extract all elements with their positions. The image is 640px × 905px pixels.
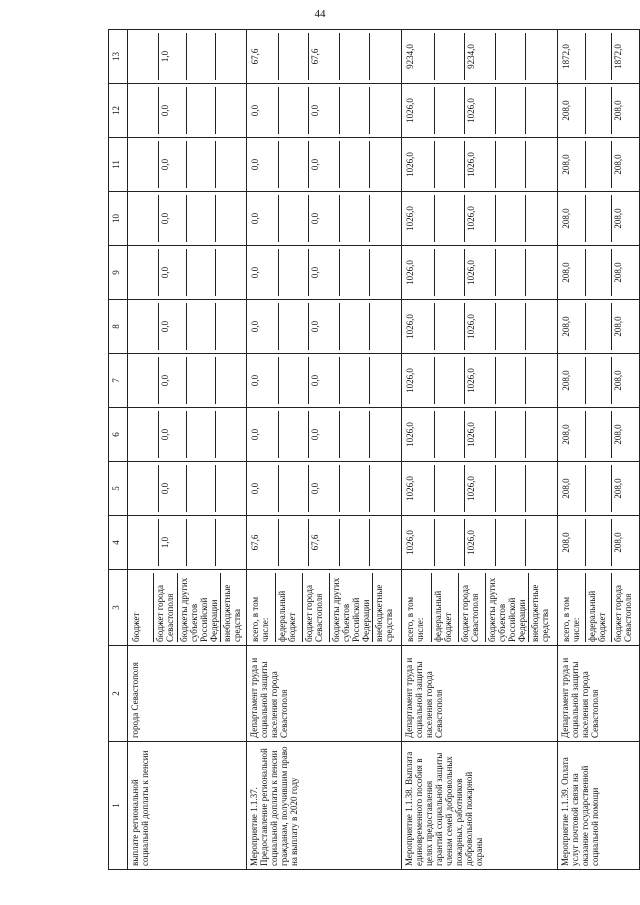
funding-source-line: всего, в том числе: xyxy=(404,573,431,642)
amount-value: 208,0 xyxy=(560,411,586,458)
header-cell: 1 xyxy=(109,742,128,870)
amount-cell xyxy=(402,30,558,84)
amount-cell xyxy=(246,192,402,246)
amount-value: 0,0 xyxy=(309,249,339,296)
amount-value xyxy=(130,195,159,242)
amount-value xyxy=(526,303,555,350)
amount-value xyxy=(496,141,526,188)
activity-name-cell: Мероприятие 1.1.37. Предоставление региональной социальной доплаты к пенсии гражданам, получившим право на выплату в 2020 году xyxy=(246,742,402,870)
amount-value xyxy=(586,357,612,404)
amount-cell xyxy=(246,246,402,300)
amount-value xyxy=(586,303,612,350)
table-rotation-wrapper xyxy=(108,30,640,870)
amount-value: 1026,0 xyxy=(404,465,434,512)
amount-value xyxy=(279,195,309,242)
amount-value: 0,0 xyxy=(309,87,339,134)
amount-cell xyxy=(558,516,640,570)
amount-value xyxy=(340,33,370,80)
amount-value: 208,0 xyxy=(560,249,586,296)
amount-value: 0,0 xyxy=(159,357,188,404)
amount-value xyxy=(586,249,612,296)
amount-cell xyxy=(558,354,640,408)
amount-value: 0,0 xyxy=(159,141,188,188)
amount-value xyxy=(187,141,216,188)
amount-value xyxy=(496,411,526,458)
amount-value xyxy=(216,33,244,80)
amount-value: 0,0 xyxy=(159,195,188,242)
amount-value xyxy=(370,33,399,80)
executor-cell: города Севастополя xyxy=(128,646,247,742)
amount-value: 0,0 xyxy=(159,411,188,458)
funding-source-line: федеральный бюджет xyxy=(586,573,612,642)
amount-value xyxy=(435,411,465,458)
amount-cell xyxy=(558,408,640,462)
header-cell: 3 xyxy=(109,570,128,646)
amount-value: 208,0 xyxy=(560,303,586,350)
funding-source-line: всего, в том числе: xyxy=(249,573,276,642)
amount-value xyxy=(216,357,244,404)
amount-value xyxy=(370,87,399,134)
funding-source-cell xyxy=(558,570,640,646)
amount-value: 1872,0 xyxy=(613,44,624,69)
amount-value xyxy=(187,249,216,296)
page-number: 44 xyxy=(314,8,326,20)
amount-value xyxy=(340,303,370,350)
amount-cell xyxy=(246,300,402,354)
table-row xyxy=(402,30,558,870)
amount-value xyxy=(435,465,465,512)
amount-value xyxy=(279,33,309,80)
amount-value xyxy=(496,249,526,296)
amount-value: 208,0 xyxy=(613,100,624,121)
funding-source-cell xyxy=(402,570,558,646)
amount-value xyxy=(279,141,309,188)
header-cell: 8 xyxy=(109,300,128,354)
amount-value xyxy=(496,195,526,242)
amount-cell xyxy=(128,300,247,354)
amount-value xyxy=(526,87,555,134)
amount-cell xyxy=(402,138,558,192)
funding-source-cell xyxy=(128,570,247,646)
amount-value: 67,6 xyxy=(309,33,339,80)
amount-cell xyxy=(558,30,640,84)
amount-value xyxy=(526,519,555,566)
rotated-table-container xyxy=(108,30,640,870)
funding-source-line: внебюджетные средства xyxy=(530,584,551,642)
amount-value xyxy=(340,519,370,566)
amount-value: 0,0 xyxy=(309,357,339,404)
amount-value xyxy=(216,519,244,566)
amount-value: 1026,0 xyxy=(404,195,434,242)
amount-value xyxy=(526,141,555,188)
header-cell: 12 xyxy=(109,84,128,138)
funding-source-line: федеральный бюджет xyxy=(276,573,303,642)
amount-value xyxy=(435,141,465,188)
amount-value: 1026,0 xyxy=(465,249,495,296)
funding-source-line: внебюджетные средства xyxy=(221,584,242,642)
amount-value xyxy=(130,519,159,566)
amount-cell xyxy=(558,246,640,300)
amount-value xyxy=(340,465,370,512)
amount-value xyxy=(187,87,216,134)
amount-value: 1872,0 xyxy=(560,33,586,80)
amount-value: 1,0 xyxy=(159,33,188,80)
amount-value: 208,0 xyxy=(560,465,586,512)
amount-value xyxy=(526,411,555,458)
amount-value xyxy=(187,195,216,242)
amount-value: 0,0 xyxy=(249,357,279,404)
activity-name-cell: выплате региональной социальной доплаты к пенсии xyxy=(128,742,247,870)
amount-cell xyxy=(558,192,640,246)
amount-value: 0,0 xyxy=(249,465,279,512)
header-cell: 6 xyxy=(109,408,128,462)
amount-value: 67,6 xyxy=(249,519,279,566)
amount-value xyxy=(216,465,244,512)
funding-source-line: внебюджетные средства xyxy=(374,584,395,642)
amount-value xyxy=(526,195,555,242)
amount-value: 0,0 xyxy=(249,411,279,458)
amount-value xyxy=(435,357,465,404)
amount-value xyxy=(216,303,244,350)
amount-value: 1026,0 xyxy=(404,519,434,566)
funding-source-line: бюджет xyxy=(130,573,154,642)
amount-value xyxy=(370,411,399,458)
amount-value xyxy=(130,249,159,296)
amount-value: 1026,0 xyxy=(465,141,495,188)
amount-value: 0,0 xyxy=(249,87,279,134)
amount-value: 0,0 xyxy=(159,465,188,512)
amount-value xyxy=(496,465,526,512)
amount-value: 1026,0 xyxy=(465,87,495,134)
amount-value: 1026,0 xyxy=(465,357,495,404)
amount-cell xyxy=(128,84,247,138)
amount-value: 0,0 xyxy=(159,303,188,350)
amount-value xyxy=(435,303,465,350)
amount-value xyxy=(370,465,399,512)
amount-value xyxy=(340,87,370,134)
amount-value xyxy=(435,519,465,566)
amount-value: 1026,0 xyxy=(404,87,434,134)
amount-cell xyxy=(128,516,247,570)
amount-value xyxy=(370,519,399,566)
amount-value: 1026,0 xyxy=(465,519,495,566)
amount-cell xyxy=(128,408,247,462)
amount-value: 208,0 xyxy=(560,357,586,404)
amount-value xyxy=(496,357,526,404)
amount-cell xyxy=(558,462,640,516)
amount-value xyxy=(340,249,370,296)
amount-value: 1026,0 xyxy=(404,249,434,296)
amount-value xyxy=(279,87,309,134)
funding-source-cell xyxy=(246,570,402,646)
header-cell: 4 xyxy=(109,516,128,570)
amount-value xyxy=(279,411,309,458)
amount-value xyxy=(216,195,244,242)
amount-cell xyxy=(128,354,247,408)
amount-value: 1026,0 xyxy=(404,357,434,404)
amount-cell xyxy=(246,354,402,408)
amount-value xyxy=(216,411,244,458)
amount-value xyxy=(526,465,555,512)
amount-value: 0,0 xyxy=(309,465,339,512)
amount-value: 208,0 xyxy=(560,519,586,566)
amount-value xyxy=(435,33,465,80)
amount-cell xyxy=(402,408,558,462)
amount-value xyxy=(130,87,159,134)
amount-cell xyxy=(558,138,640,192)
table-row xyxy=(128,30,247,870)
table-header-row xyxy=(109,30,128,870)
amount-value: 0,0 xyxy=(249,141,279,188)
amount-value xyxy=(586,33,612,80)
amount-value xyxy=(586,519,612,566)
amount-value: 67,6 xyxy=(249,33,279,80)
amount-value xyxy=(340,411,370,458)
header-cell: 2 xyxy=(109,646,128,742)
amount-cell xyxy=(402,462,558,516)
amount-value: 1026,0 xyxy=(404,411,434,458)
header-cell: 10 xyxy=(109,192,128,246)
amount-value xyxy=(130,303,159,350)
amount-value xyxy=(279,303,309,350)
executor-cell: Департамент труда и социальной защиты населения города Севастополя xyxy=(558,646,640,742)
amount-value: 0,0 xyxy=(249,249,279,296)
amount-value: 0,0 xyxy=(309,303,339,350)
amount-value xyxy=(370,357,399,404)
amount-cell xyxy=(402,246,558,300)
amount-value xyxy=(130,33,159,80)
amount-cell xyxy=(128,138,247,192)
amount-value xyxy=(586,87,612,134)
amount-value: 9234,0 xyxy=(465,33,495,80)
amount-value xyxy=(279,465,309,512)
amount-value: 9234,0 xyxy=(404,33,434,80)
amount-value: 208,0 xyxy=(613,532,624,553)
executor-cell: Департамент труда и социальной защиты населения города Севастополя xyxy=(246,646,402,742)
amount-value xyxy=(216,249,244,296)
funding-source-line: бюджеты других субъектов Российской Федерации xyxy=(486,573,529,642)
amount-value: 208,0 xyxy=(613,154,624,175)
amount-value xyxy=(370,141,399,188)
amount-cell xyxy=(558,84,640,138)
amount-value xyxy=(130,465,159,512)
header-cell: 7 xyxy=(109,354,128,408)
funding-source-line: бюджет города Севастополя xyxy=(613,585,634,642)
amount-cell xyxy=(402,516,558,570)
amount-value: 208,0 xyxy=(613,424,624,445)
amount-value xyxy=(496,303,526,350)
amount-cell xyxy=(128,462,247,516)
amount-value: 208,0 xyxy=(613,208,624,229)
amount-cell xyxy=(246,516,402,570)
amount-value: 1026,0 xyxy=(465,411,495,458)
amount-value: 1026,0 xyxy=(404,141,434,188)
amount-value xyxy=(586,411,612,458)
amount-value: 0,0 xyxy=(249,303,279,350)
amount-value xyxy=(130,357,159,404)
amount-value xyxy=(370,303,399,350)
amount-value: 208,0 xyxy=(613,316,624,337)
amount-value xyxy=(496,519,526,566)
amount-cell xyxy=(128,246,247,300)
amount-value: 1026,0 xyxy=(465,303,495,350)
activity-name-cell: Мероприятие 1.1.38. Выплата единовременного пособия в целях предоставления гарантий социальной защиты членам семей добровольных пожарных, работников добровольной пожарной охраны xyxy=(402,742,558,870)
executor-cell: Департамент труда и социальной защиты населения города Севастополя xyxy=(402,646,558,742)
amount-value xyxy=(496,33,526,80)
amount-value xyxy=(216,141,244,188)
amount-value: 1026,0 xyxy=(465,195,495,242)
table-row xyxy=(558,30,640,870)
amount-value xyxy=(526,357,555,404)
amount-value: 0,0 xyxy=(249,195,279,242)
amount-value xyxy=(187,519,216,566)
amount-value xyxy=(586,141,612,188)
amount-value: 0,0 xyxy=(309,141,339,188)
amount-value: 208,0 xyxy=(560,87,586,134)
amount-value xyxy=(340,357,370,404)
amount-cell xyxy=(246,84,402,138)
amount-value xyxy=(187,303,216,350)
funding-source-line: бюджет города Севастополя xyxy=(303,573,330,642)
amount-value xyxy=(340,195,370,242)
header-cell: 9 xyxy=(109,246,128,300)
amount-value: 208,0 xyxy=(560,141,586,188)
amount-value xyxy=(340,141,370,188)
amount-cell xyxy=(128,30,247,84)
activity-name-cell: Мероприятие 1.1.39. Оплата услуг почтовой связи на оказание государственной социальной помощи xyxy=(558,742,640,870)
amount-value xyxy=(370,249,399,296)
amount-value: 208,0 xyxy=(613,262,624,283)
funding-source-line: бюджеты других субъектов Российской Федерации xyxy=(330,573,373,642)
amount-value xyxy=(187,411,216,458)
amount-cell xyxy=(402,192,558,246)
header-cell: 13 xyxy=(109,30,128,84)
amount-value xyxy=(435,249,465,296)
amount-value xyxy=(526,249,555,296)
amount-value xyxy=(279,519,309,566)
table-body xyxy=(128,30,640,870)
amount-value: 0,0 xyxy=(309,411,339,458)
amount-value xyxy=(130,411,159,458)
amount-value xyxy=(187,357,216,404)
amount-value: 67,6 xyxy=(309,519,339,566)
funding-source-line: бюджеты других субъектов Российской Федерации xyxy=(178,573,221,642)
amount-value xyxy=(526,33,555,80)
table-row xyxy=(246,30,402,870)
amount-value: 1026,0 xyxy=(404,303,434,350)
amount-value: 1026,0 xyxy=(465,465,495,512)
amount-value xyxy=(586,195,612,242)
amount-cell xyxy=(402,84,558,138)
amount-value: 208,0 xyxy=(613,370,624,391)
amount-cell xyxy=(558,300,640,354)
funding-source-line: федеральный бюджет xyxy=(432,573,459,642)
amount-value xyxy=(130,141,159,188)
amount-value: 0,0 xyxy=(309,195,339,242)
amount-cell xyxy=(246,30,402,84)
funding-source-line: бюджет города Севастополя xyxy=(459,573,486,642)
amount-value xyxy=(216,87,244,134)
amount-value: 208,0 xyxy=(560,195,586,242)
header-cell: 11 xyxy=(109,138,128,192)
amount-value xyxy=(187,465,216,512)
header-cell: 5 xyxy=(109,462,128,516)
amount-value: 1,0 xyxy=(159,519,188,566)
amount-value: 0,0 xyxy=(159,249,188,296)
amount-value xyxy=(279,357,309,404)
amount-value xyxy=(496,87,526,134)
amount-cell xyxy=(246,462,402,516)
amount-value xyxy=(279,249,309,296)
amount-value xyxy=(435,195,465,242)
amount-cell xyxy=(402,300,558,354)
program-activities-table xyxy=(108,29,640,870)
funding-source-line: бюджет города Севастополя xyxy=(154,573,178,642)
amount-value: 208,0 xyxy=(613,478,624,499)
amount-cell xyxy=(246,138,402,192)
funding-source-line: всего, в том числе: xyxy=(560,573,586,642)
amount-value xyxy=(586,465,612,512)
amount-value xyxy=(187,33,216,80)
amount-cell xyxy=(402,354,558,408)
amount-value: 0,0 xyxy=(159,87,188,134)
amount-value xyxy=(370,195,399,242)
amount-cell xyxy=(246,408,402,462)
amount-cell xyxy=(128,192,247,246)
amount-value xyxy=(435,87,465,134)
